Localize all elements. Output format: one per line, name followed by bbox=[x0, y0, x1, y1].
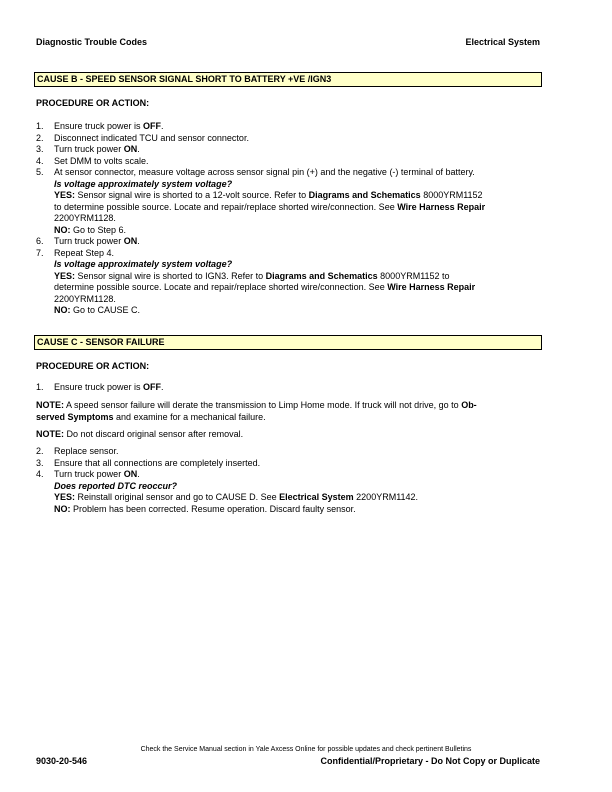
cause-c-procedure-heading: PROCEDURE OR ACTION: bbox=[36, 361, 150, 371]
header-chapter-title: Electrical System bbox=[465, 37, 540, 47]
yes-answer: YES: Sensor signal wire is shorted to a 12-volt source. Refer to Diagrams and Schematics 8000YRM1152 bbox=[54, 190, 483, 200]
step-text: Replace sensor. bbox=[54, 446, 119, 456]
cause-b-steps bbox=[36, 121, 540, 317]
note-line: NOTE: A speed sensor failure will derate the transmission to Limp Home mode. If truck will not drive, go to Ob- bbox=[36, 400, 477, 410]
step-text: Ensure that all connections are completely inserted. bbox=[54, 457, 261, 468]
yes-answer: YES: Reinstall original sensor and go to CAUSE D. See Electrical System 2200YRM1142. bbox=[54, 492, 419, 502]
step-item bbox=[36, 121, 540, 133]
yes-answer-ref: 2200YRM1128. bbox=[54, 293, 116, 304]
step-number: 6. bbox=[36, 236, 44, 246]
step-item bbox=[36, 248, 540, 260]
cause-b-title: CAUSE B - SPEED SENSOR SIGNAL SHORT TO BATTERY +VE /IGN3 bbox=[37, 74, 332, 84]
step-text: Turn truck power ON. bbox=[54, 469, 140, 479]
yes-answer-cont: to determine possible source. Locate and repair/replace shorted wire/connection. See Wire Harness Repair bbox=[54, 201, 486, 212]
yes-answer-cont: determine possible source. Locate and repair/replace shorted wire/connection. See Wire Harness Repair bbox=[54, 282, 476, 292]
step-item bbox=[36, 458, 540, 470]
question-text: Is voltage approximately system voltage? bbox=[54, 259, 233, 269]
step-text: Turn truck power ON. bbox=[54, 236, 140, 246]
step-number: 1. bbox=[36, 121, 44, 131]
step-number: 4. bbox=[36, 155, 44, 166]
note-limp-home bbox=[36, 400, 540, 423]
page-footer bbox=[36, 756, 540, 768]
cause-b-procedure-heading: PROCEDURE OR ACTION: bbox=[36, 98, 150, 108]
step-item bbox=[36, 469, 540, 481]
cause-b-title-box bbox=[34, 72, 542, 87]
step-text: Ensure truck power is OFF. bbox=[54, 121, 164, 131]
step-text: At sensor connector, measure voltage across sensor signal pin (+) and the negative (-) terminal of battery. bbox=[54, 167, 475, 177]
step-text: Repeat Step 4. bbox=[54, 247, 115, 258]
header-section-title: Diagnostic Trouble Codes bbox=[36, 37, 148, 47]
step-number: 3. bbox=[36, 144, 44, 154]
step-item bbox=[36, 133, 540, 145]
step-number: 7. bbox=[36, 247, 44, 258]
no-answer: NO: Go to Step 6. bbox=[54, 224, 127, 235]
page-number: 9030-20-546 bbox=[36, 756, 88, 766]
step-number: 5. bbox=[36, 167, 44, 177]
note-line-cont: served Symptoms and examine for a mechanical failure. bbox=[36, 411, 266, 422]
step-item bbox=[36, 446, 540, 458]
step-item bbox=[36, 167, 540, 179]
step-text: Turn truck power ON. bbox=[54, 144, 140, 154]
yes-answer-ref: 2200YRM1128. bbox=[54, 213, 116, 223]
step-number: 2. bbox=[36, 446, 44, 456]
step-number: 2. bbox=[36, 132, 44, 143]
step-number: 3. bbox=[36, 457, 44, 468]
step-number: 4. bbox=[36, 469, 44, 479]
confidential-notice: Confidential/Proprietary - Do Not Copy or Duplicate bbox=[320, 756, 540, 766]
step-item bbox=[36, 382, 540, 394]
cause-c-step-1 bbox=[36, 382, 540, 394]
step-item bbox=[36, 144, 540, 156]
step-text: Disconnect indicated TCU and sensor connector. bbox=[54, 132, 249, 143]
question-text: Is voltage approximately system voltage? bbox=[54, 178, 233, 189]
step-item bbox=[36, 156, 540, 168]
page-header bbox=[36, 37, 540, 49]
step-number: 1. bbox=[36, 382, 44, 392]
yes-answer: YES: Sensor signal wire is shorted to IGN3. Refer to Diagrams and Schematics 8000YRM1152 to bbox=[54, 270, 450, 281]
cause-c-steps bbox=[36, 446, 540, 515]
no-answer: NO: Go to CAUSE C. bbox=[54, 305, 141, 315]
step-text: Set DMM to volts scale. bbox=[54, 155, 149, 166]
step-text: Ensure truck power is OFF. bbox=[54, 382, 164, 392]
step-item bbox=[36, 236, 540, 248]
cause-c-title-box bbox=[34, 335, 542, 350]
question-text: Does reported DTC reoccur? bbox=[54, 480, 178, 491]
note-discard: NOTE: Do not discard original sensor after removal. bbox=[36, 429, 244, 439]
cause-c-title: CAUSE C - SENSOR FAILURE bbox=[37, 337, 165, 347]
no-answer: NO: Problem has been corrected. Resume operation. Discard faulty sensor. bbox=[54, 503, 356, 514]
footer-notice: Check the Service Manual section in Yale Axcess Online for possible updates and check pertinent Bulletins bbox=[140, 746, 472, 753]
